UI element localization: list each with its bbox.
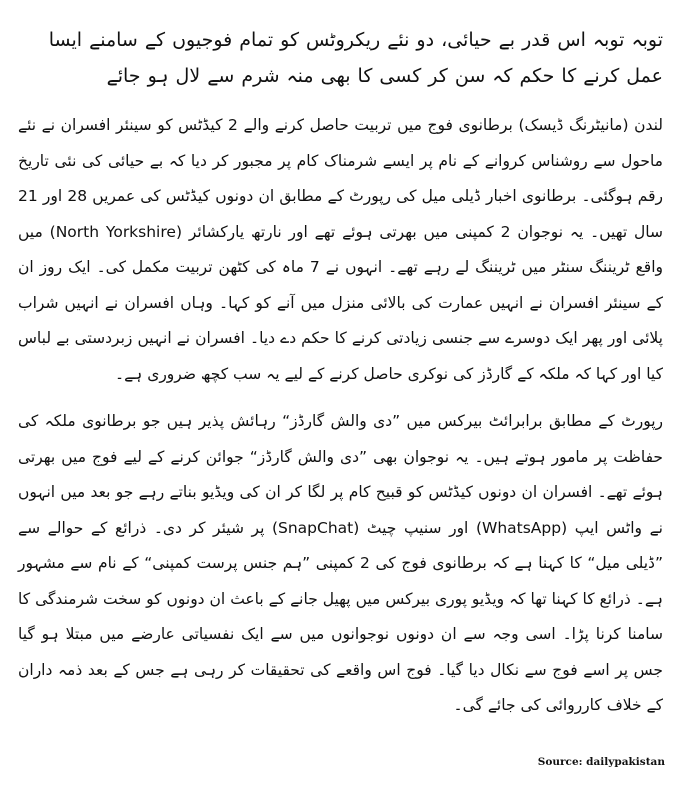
- source-credit: Source: dailypakistan: [537, 756, 665, 768]
- article-paragraph-2: رپورٹ کے مطابق برابرائٹ بیرکس میں ”دی والش گارڈز“ رہائش پذیر ہیں جو برطانوی ملکہ کی حفاظت پر مامور ہوتے ہیں۔ یہ نوجوان بھی ”دی والش گارڈز“ جوائن کرنے کے لیے فوج میں بھرتی ہوئے تھے۔ افسران ان دونوں کیڈٹس کو قبیح کام پر لگا کر ان کی ویڈیو بناتے رہے جو بعد میں انہوں نے واٹس ایپ (WhatsApp) اور سنیپ چیٹ (SnapChat) پر شیئر کر دی۔ ذرائع کے حوالے سے ”ڈیلی میل“ کا کہنا ہے کہ برطانوی فوج کی 2 کمپنی ”ہم جنس پرست کمپنی“ کے نام سے مشہور ہے۔ ذرائع کا کہنا تھا کہ ویڈیو پوری بیرکس میں پھیل جانے کے باعث ان دونوں کو سخت شرمندگی کا سامنا کرنا پڑا۔ اسی وجہ سے ان دونوں نوجوانوں میں سے ایک نفسیاتی عارضے میں مبتلا ہو گیا جس پر اسے فوج سے نکال دیا گیا۔ فوج اس واقعے کی تحقیقات کر رہی ہے جس کے بعد ذمہ داران کے خلاف کارروائی کی جائے گی۔: [18, 412, 663, 714]
- article-paragraph-1: لندن (مانیٹرنگ ڈیسک) برطانوی فوج میں تربیت حاصل کرنے والے 2 کیڈٹس کو سینئر افسران نے نئے ماحول سے روشناس کروانے کے نام پر ایسے شرمناک کام پر مجبور کر دیا کہ بے حیائی کی نئی تاریخ رقم ہوگئی۔ برطانوی اخبار ڈیلی میل کی رپورٹ کے مطابق ان دونوں کیڈٹس کی عمریں 28 اور 21 سال تھیں۔ یہ نوجوان 2 کمپنی میں بھرتی ہوئے تھے اور نارتھ یارکشائر (North Yorkshire) میں واقع ٹریننگ سنٹر میں ٹریننگ لے رہے تھے۔ انہوں نے 7 ماہ کی کٹھن تربیت مکمل کی۔ ایک روز ان کے سینئر افسران نے انہیں عمارت کی بالائی منزل میں آنے کو کہا۔ وہاں افسران نے انہیں شراب پلائی اور پھر ایک دوسرے سے جنسی زیادتی کرنے کا حکم دے دیا۔ افسران نے انہیں زبردستی بے لباس کیا اور کہا کہ ملکہ کے گارڈز کی نوکری حاصل کرنے کے لیے یہ سب کچھ ضروری ہے۔: [18, 116, 664, 383]
- article-headline: توبہ توبہ اس قدر بے حیائی، دو نئے ریکروٹس کو تمام فوجیوں کے سامنے ایسا عمل کرنے کا حکم کہ سن کر کسی کا بھی منہ شرم سے لال ہو جائے: [48, 29, 663, 87]
